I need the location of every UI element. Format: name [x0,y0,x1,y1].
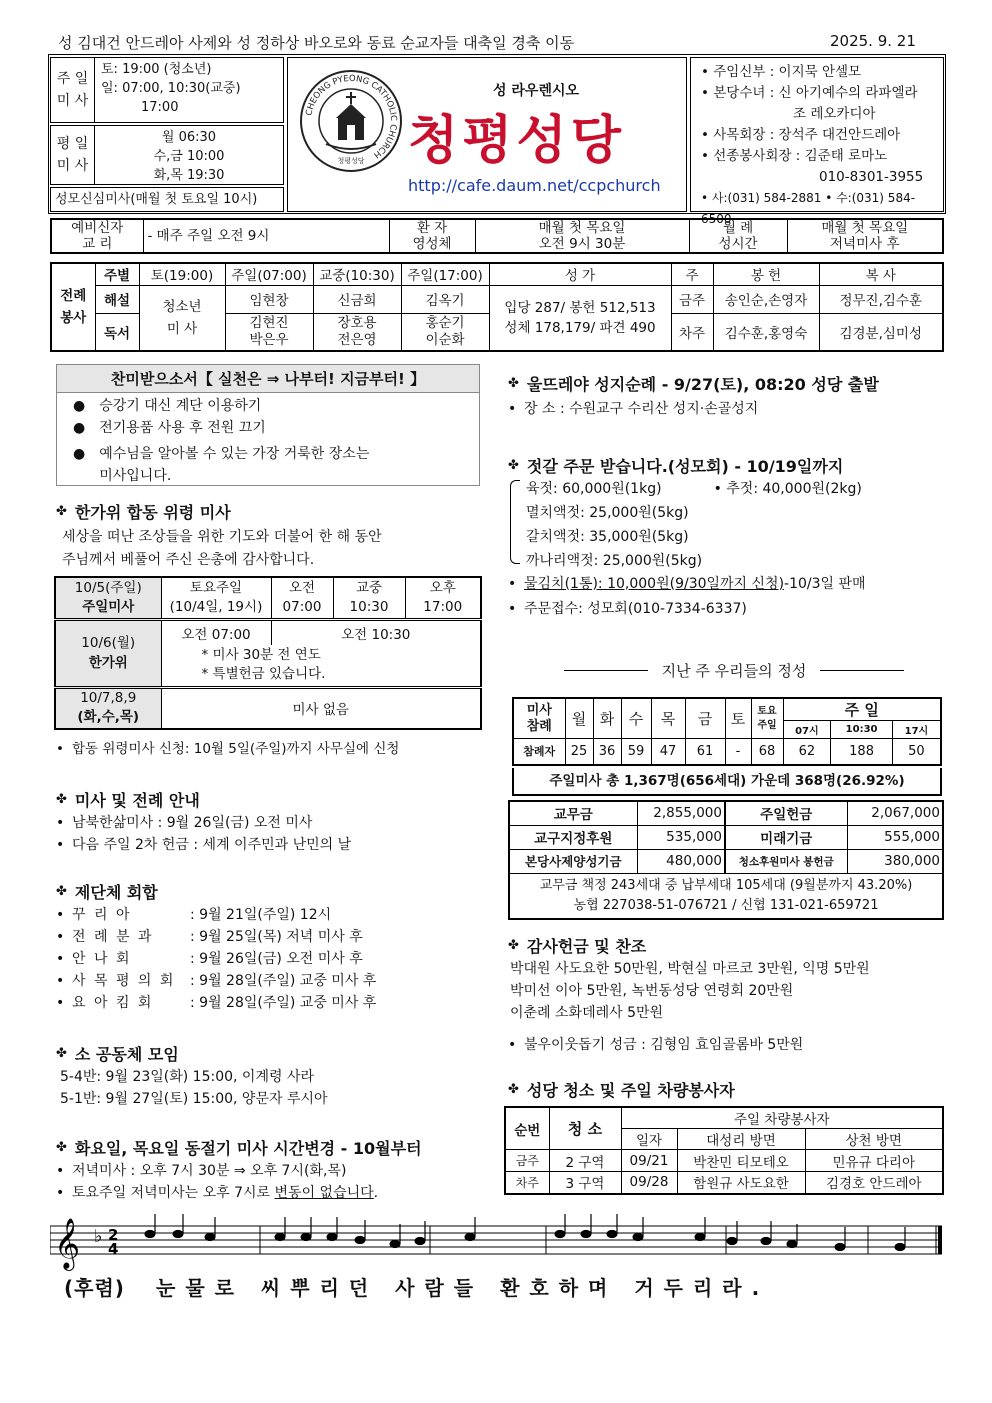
offering-now: 송인순,손영자 [713,285,819,313]
group-time: : 9월 25일(목) 저녁 미사 후 [190,929,363,945]
liturgy-header-sun07: 주일(07:00) [225,263,313,285]
flat-icon: ♭ [94,1226,103,1247]
cleaning-header-dir2: 상천 방면 [805,1129,943,1150]
music-note-icon [415,1237,425,1244]
cleaning-date: 09/21 [621,1150,677,1172]
clover-icon: ✤ [508,376,519,391]
staff-phones: • 사:(031) 584-2881 • 수:(031) 584-6500 [701,191,916,226]
jeotgal-bracket [510,480,520,564]
feast-title: 성 김대건 안드레아 사제와 성 정하상 바오로와 동료 순교자들 대축일 경축 이동 [58,34,575,52]
sunday-header: 주 일 [783,698,941,721]
day-mon: 월 [565,698,593,739]
catechism-time: - 매주 주일 오전 9시 [143,219,389,253]
sun07-commentator: 임현창 [225,285,313,313]
jeotgal-item-1b: • 추젓: 40,000원(2kg) [713,481,862,497]
music-note-icon [581,1230,591,1237]
group-name: 꾸 리 아 [72,907,132,923]
sick-communion-time-1: 매월 첫 목요일 [538,220,626,236]
chuseok-title: ✤ 한가위 합동 위령 미사 [56,503,231,522]
thanks-line-1: 박대원 사도요한 50만원, 박현실 마르코 3만원, 익명 5만원 [510,961,870,977]
liturgy-header-week2: 주 [671,263,713,285]
week-next: 차주 [671,313,713,351]
chuseok-r2-c2: 오전 10:30 [271,619,481,645]
chuseok-r1-c1b: (10/4일, 19시) [169,598,263,615]
sun-time-17: 17시 [892,721,941,739]
liturgy-side-label-2: 봉사 [60,310,87,326]
chuseok-r2-date: 10/6(월) [81,635,136,651]
chuseok-r2-note-2: * 특별헌금 있습니다. [201,666,326,683]
sun17-commentator: 김옥기 [401,285,489,313]
sunday-mass-line-2: 일: 07:00, 10:30(교중) [101,81,241,96]
sun17-reader-b: 이순화 [425,331,465,348]
clover-icon: ✤ [56,1046,67,1061]
cleaning-date: 09/28 [621,1172,677,1194]
sunday-mass-label-2: 미 사 [56,93,89,109]
music-note-icon [895,1243,905,1250]
sick-communion-label-1: 환 자 [416,220,448,236]
mary-mass: 성모신심미사(매월 첫 토요일 10시) [50,187,284,212]
holy-hour-label-1: 월 례 [722,220,754,236]
thanks-line-4: 불우이웃돕기 성금 : 김형임 효임골롬바 5만원 [524,1037,804,1053]
jeotgal-item-4: 까나리액젓: 25,000원(5kg) [526,553,703,569]
music-note-icon [327,1233,337,1240]
finance-value: 480,000 [637,849,725,873]
weekday-mass-label-1: 평 일 [56,136,89,152]
group-name: 전 례 분 과 [72,929,154,945]
laudato-si-box [56,364,480,486]
liturgy-header-week: 주별 [95,263,139,285]
winter-title: ✤ 화요일, 목요일 동절기 미사 시간변경 - 10월부터 [56,1139,422,1158]
music-note-icon [465,1233,475,1240]
sunday-mass-line-3: 17:00 [141,100,179,115]
notice-item-3b: 미사입니다. [99,468,172,484]
clover-icon: ✤ [56,792,67,807]
jeotgal-item-2: 멸치액젓: 25,000원(5kg) [526,505,689,521]
cleaning-header-date: 일자 [621,1129,677,1150]
kimchi-order: 물김치(1통): 10,000원(9/30일까지 신청) [524,576,785,592]
small-community-title: ✤ 소 공동체 모임 [56,1045,179,1064]
kimchi-sale: -10/3일 판매 [784,576,866,592]
logo-ring-text: CHEONG PYEONG CATHOLIC CHURCH [304,73,399,160]
chuseok-r2-note-1: * 미사 30분 전 연도 [201,647,321,664]
group-time: : 9월 28일(주일) 교중 미사 후 [190,973,377,989]
pilgrimage-title: ✤ 울뜨레야 성지순례 - 9/27(토), 08:20 성당 출발 [508,375,879,394]
music-note-icon [145,1230,155,1237]
music-note-icon [633,1233,643,1240]
sick-communion-label-2: 영성체 [412,236,452,252]
bank-accounts: 농협 227038-51-076721 / 신협 131-021-659721 [573,897,879,913]
cafe-link[interactable]: http://cafe.daum.net/ccpchurch [408,176,661,195]
bulletin-date: 2025. 9. 21 [830,32,916,50]
liturgy-header-sat: 토(19:00) [139,263,225,285]
youth-mass-2: 미 사 [166,320,198,337]
count-mon: 25 [565,739,593,765]
staff-funeral-phone: 010-8301-3955 [819,169,924,185]
driver-dir2: 김경호 안드레아 [805,1172,943,1194]
liturgy-side-label-1: 전례 [60,288,87,304]
driver-dir1: 박찬민 티모테오 [677,1150,805,1172]
staff-sister-2: 조 레오카디아 [793,106,876,122]
music-note-icon [275,1233,285,1240]
chuseok-r3-date: 10/7,8,9 [80,690,137,707]
chuseok-r1-c4b: 17:00 [423,598,463,615]
chuseok-r3-name: (화,수,목) [77,709,140,726]
music-staff [50,1212,946,1274]
attendance-summary: 주일미사 총 1,367명(656세대) 가운데 368명(26.92%) [512,768,942,796]
catechism-label-2: 교 리 [82,236,113,252]
cleaning-week: 차주 [505,1172,549,1194]
winter-item-2c: . [373,1185,379,1201]
weekday-mass-box [50,125,284,185]
winter-item-2b: 변동이 없습니다 [274,1185,374,1201]
count-sun-17: 50 [892,739,941,765]
music-note-icon [727,1237,737,1244]
chuseok-r2-c1: 오전 07:00 [161,619,271,645]
bullet-icon: ● [73,398,86,414]
offering-title: 지난 주 우리들의 정성 [661,662,807,680]
attendee-label: 참례자 [513,739,565,765]
liturgy-table [50,262,944,352]
chuseok-r1-name: 주일미사 [82,598,135,615]
music-note-icon [173,1230,183,1237]
clover-icon: ✤ [56,884,67,899]
chuseok-r3-val: 미사 없음 [161,687,481,729]
treble-clef-icon: 𝄞 [54,1218,81,1269]
week-now: 금주 [671,285,713,313]
cleaning-header-car: 주일 차량봉사자 [621,1107,943,1129]
church-name: 청평성당 [408,111,625,171]
bullet-icon: ● [73,420,86,436]
clover-icon: ✤ [508,938,519,953]
small-community-item-2: 5-1반: 9월 27일(토) 15:00, 양문자 루시아 [60,1091,328,1107]
clover-icon: ✤ [508,458,519,473]
finance-value: 380,000 [847,849,943,873]
finance-value: 535,000 [637,825,725,849]
finance-value: 2,067,000 [847,801,943,825]
cleaning-table [504,1106,944,1195]
time-sig-bottom: 4 [108,1240,119,1258]
catechism-label-1: 예비신자 [71,220,124,236]
count-fri: 61 [685,739,725,765]
jeotgal-item-3: 갈치액젓: 35,000원(5kg) [526,529,689,545]
refrain-lyrics: 눈물로 씨뿌리던 사람들 환호하며 거두리라. [156,1276,770,1300]
finance-key: 미래기금 [725,825,847,849]
brand-box [287,57,687,212]
driver-dir2: 민유규 다리아 [805,1150,943,1172]
holy-hour-time-2: 저녁미사 후 [830,236,900,252]
divider [564,670,648,671]
finance-key: 교무금 [509,801,637,825]
music-note-icon [301,1233,311,1240]
staff-pastor: • 주임신부 : 이지묵 안셀모 [701,64,862,80]
small-community-item-1: 5-4반: 9월 23일(화) 15:00, 이계령 사라 [60,1069,314,1085]
day-fri: 금 [685,698,725,739]
finance-key: 청소후원미사 봉헌금 [725,849,847,873]
sat-sunday-a: 토요 [757,705,777,717]
music-note-icon [835,1243,845,1250]
groups-title: ✤ 제단체 회합 [56,883,158,902]
jeotgal-order: 주문접수: 성모회(010-7334-6337) [524,601,747,617]
finance-key: 교구지정후원 [509,825,637,849]
patron-saint: 성 라우렌시오 [493,83,580,99]
group-time: : 9월 21일(주일) 12시 [190,907,332,923]
sun07-reader-b: 박은우 [249,331,289,348]
weekday-mass-label-2: 미 사 [56,158,89,174]
finance-value: 2,855,000 [637,801,725,825]
day-wed: 수 [621,698,651,739]
group-time: : 9월 28일(주일) 교중 미사 후 [190,995,377,1011]
finance-key: 본당사제양성기금 [509,849,637,873]
jeotgal-item-1: 육젓: 60,000원(1kg) [526,481,662,497]
cleaning-title: ✤ 성당 청소 및 주일 차량봉사자 [508,1081,735,1100]
mass-info-item-1: 남북한삶미사 : 9월 26일(금) 오전 미사 [72,815,313,831]
info-row [50,218,944,254]
weekday-mass-line-3: 화,목 19:30 [153,168,225,183]
driver-dir1: 함원규 사도요한 [677,1172,805,1194]
sun07-reader-a: 김현진 [249,314,289,331]
groups-list: • 꾸 리 아 : 9월 21일(주일) 12시 • 전 례 분 과 : 9월 25일(목) 저녁 미사 후 • 안 나 회 : 9월 26일(금) 오전 미사 후 • 사 목 평 의 회 : 9월 28일(주일) 교중 미사 후 • 요 아 킴 회 : 9월 28일(주일) 교중 미사 후 [56,904,376,1014]
weekday-mass-line-1: 월 06:30 [161,130,217,145]
notice-item-1: 승강기 대신 계단 이용하기 [99,398,262,414]
sat-sunday-b: 주일 [757,719,777,731]
chuseok-desc-2: 주님께서 베풀어 주신 은총에 감사합니다. [62,552,315,568]
sun1030-reader-a: 장호용 [337,314,377,331]
chuseok-table [54,576,482,730]
chuseok-r1-c1a: 토요주일 [189,579,243,596]
sun17-reader-a: 홍순기 [425,314,465,331]
day-sat: 토 [725,698,751,739]
music-note-icon [555,1230,565,1237]
winter-item-1: 저녁미사 : 오후 7시 30분 ⇒ 오후 7시(화,목) [72,1163,347,1179]
clover-icon: ✤ [508,1082,519,1097]
group-time: : 9월 26일(금) 오전 미사 후 [190,951,363,967]
server-next: 김경분,심미성 [819,313,943,351]
attendance-header-a: 미사 [526,702,552,718]
group-name: 요 아 킴 회 [72,995,154,1011]
music-note-icon [761,1237,771,1244]
cleaning-header-dir1: 대성리 방면 [677,1129,805,1150]
divider [820,670,904,671]
count-tue: 36 [593,739,621,765]
sun-time-07: 07시 [783,721,831,739]
staff-box [690,57,944,226]
clover-icon: ✤ [56,504,67,519]
notice-item-2: 전기용품 사용 후 전원 끄기 [99,420,266,436]
chuseok-r1-c3a: 교중 [355,579,383,596]
thanks-line-3: 이춘례 소화데레사 5만원 [510,1005,664,1021]
finance-key: 주일헌금 [725,801,847,825]
cleaning-header-order: 순번 [505,1107,549,1150]
winter-item-2a: 토요주일 저녁미사는 오후 7시로 [72,1185,275,1201]
thanks-title: ✤ 감사헌금 및 찬조 [508,937,647,956]
count-thu: 47 [651,739,685,765]
liturgy-header-sun1030: 교중(10:30) [313,263,401,285]
sunday-mass-line-1: 토: 19:00 (청소년) [101,62,212,77]
clover-icon: ✤ [56,1140,67,1155]
offering-next: 김수훈,홍영숙 [713,313,819,351]
liturgy-header-sun17: 주일(17:00) [401,263,489,285]
staff-council: • 사목회장 : 장석주 대건안드레아 [701,127,901,143]
thanks-line-2: 박미선 이아 5만원, 녹번동성당 연령회 20만원 [510,983,794,999]
offering-heading [564,660,904,681]
staff-sister: • 본당수녀 : 신 아기예수의 라파엘라 [701,85,918,101]
finance-table [508,800,944,920]
chuseok-r1-date: 10/5(주일) [74,579,142,596]
group-name: 안 나 회 [72,951,132,967]
liturgy-header-offering: 봉 헌 [713,263,819,285]
server-now: 정무진,김수훈 [819,285,943,313]
music-note-icon [205,1233,215,1240]
music-note-icon [355,1236,365,1243]
refrain-label: (후렴) [64,1276,125,1300]
count-sat-sunday: 68 [751,739,783,765]
sun-time-1030: 10:30 [831,721,893,739]
mass-info-item-2: 다음 주일 2차 헌금 : 세계 이주민과 난민의 날 [72,837,352,853]
hymn-line-2: 성체 178,179/ 파견 490 [504,319,656,336]
sun1030-commentator: 신금희 [313,285,401,313]
youth-mass-1: 청소년 [162,298,202,315]
attendance-header-b: 참례 [526,718,552,734]
weekday-mass-line-2: 수,금 10:00 [153,149,225,164]
church-logo-icon [298,68,404,174]
music-note-icon [787,1240,797,1247]
cleaning-header-clean: 청 소 [549,1107,621,1150]
music-note-icon [607,1230,617,1237]
sunday-mass-label-1: 주 일 [56,71,89,87]
cleaning-week: 금주 [505,1150,549,1172]
count-sun-07: 62 [783,739,831,765]
count-wed: 59 [621,739,651,765]
time-sig-top: 2 [108,1226,119,1244]
chuseok-r1-c3b: 10:30 [349,598,389,615]
pilgrimage-place: 장 소 : 수원교구 수리산 성지·손골성지 [524,401,759,417]
holy-hour-time-1: 매월 첫 목요일 [821,220,909,236]
day-thu: 목 [651,698,685,739]
liturgy-header-hymn: 성 가 [489,263,671,285]
count-sat: - [725,739,751,765]
finance-note-1: 교무금 책정 243세대 중 납부세대 105세대 (9월분까지 43.20%) [539,877,913,893]
notice-item-3a: 예수님을 알아볼 수 있는 가장 거룩한 장소는 [99,446,370,462]
commentator-label: 해설 [95,285,139,313]
music-note-icon [390,1240,400,1247]
cleaning-area: 3 구역 [549,1172,621,1194]
mass-info-title: ✤ 미사 및 전례 안내 [56,791,200,810]
logo-bottom-text: 청평성당 [337,157,365,165]
sick-communion-time-2: 오전 9시 30분 [538,236,626,252]
sun1030-reader-b: 전은영 [337,331,377,348]
finance-value: 555,000 [847,825,943,849]
day-tue: 화 [593,698,621,739]
chuseok-desc-1: 세상을 떠난 조상들을 위한 기도와 더불어 한 해 동안 [62,529,382,545]
group-name: 사 목 평 의 회 [72,973,176,989]
chuseok-r1-c4a: 오후 [429,579,456,596]
jeotgal-title: ✤ 젓갈 주문 받습니다.(성모회) - 10/19일까지 [508,457,844,476]
attendance-table [512,697,942,766]
sunday-mass-box [50,57,284,123]
liturgy-header-server: 복 사 [819,263,943,285]
bullet-icon: ● [73,446,86,462]
chuseok-r1-c2a: 오전 [288,579,316,596]
chuseok-apply: 합동 위령미사 신청: 10월 5일(주일)까지 사무실에 신청 [72,741,400,757]
chuseok-r2-name: 한가위 [88,655,128,671]
hymn-line-1: 입당 287/ 봉헌 512,513 [504,299,656,316]
laudato-si-title: 찬미받으소서【 실천은 ⇒ 나부터! 지금부터! 】 [57,365,479,393]
chuseok-r1-c2b: 07:00 [282,598,322,615]
holy-hour-label-2: 성시간 [718,236,758,252]
staff-funeral: • 선종봉사회장 : 김준태 로마노 [701,148,888,164]
music-note-icon [695,1233,705,1240]
reader-label: 독서 [95,313,139,351]
count-sun-1030: 188 [831,739,893,765]
cleaning-area: 2 구역 [549,1150,621,1172]
